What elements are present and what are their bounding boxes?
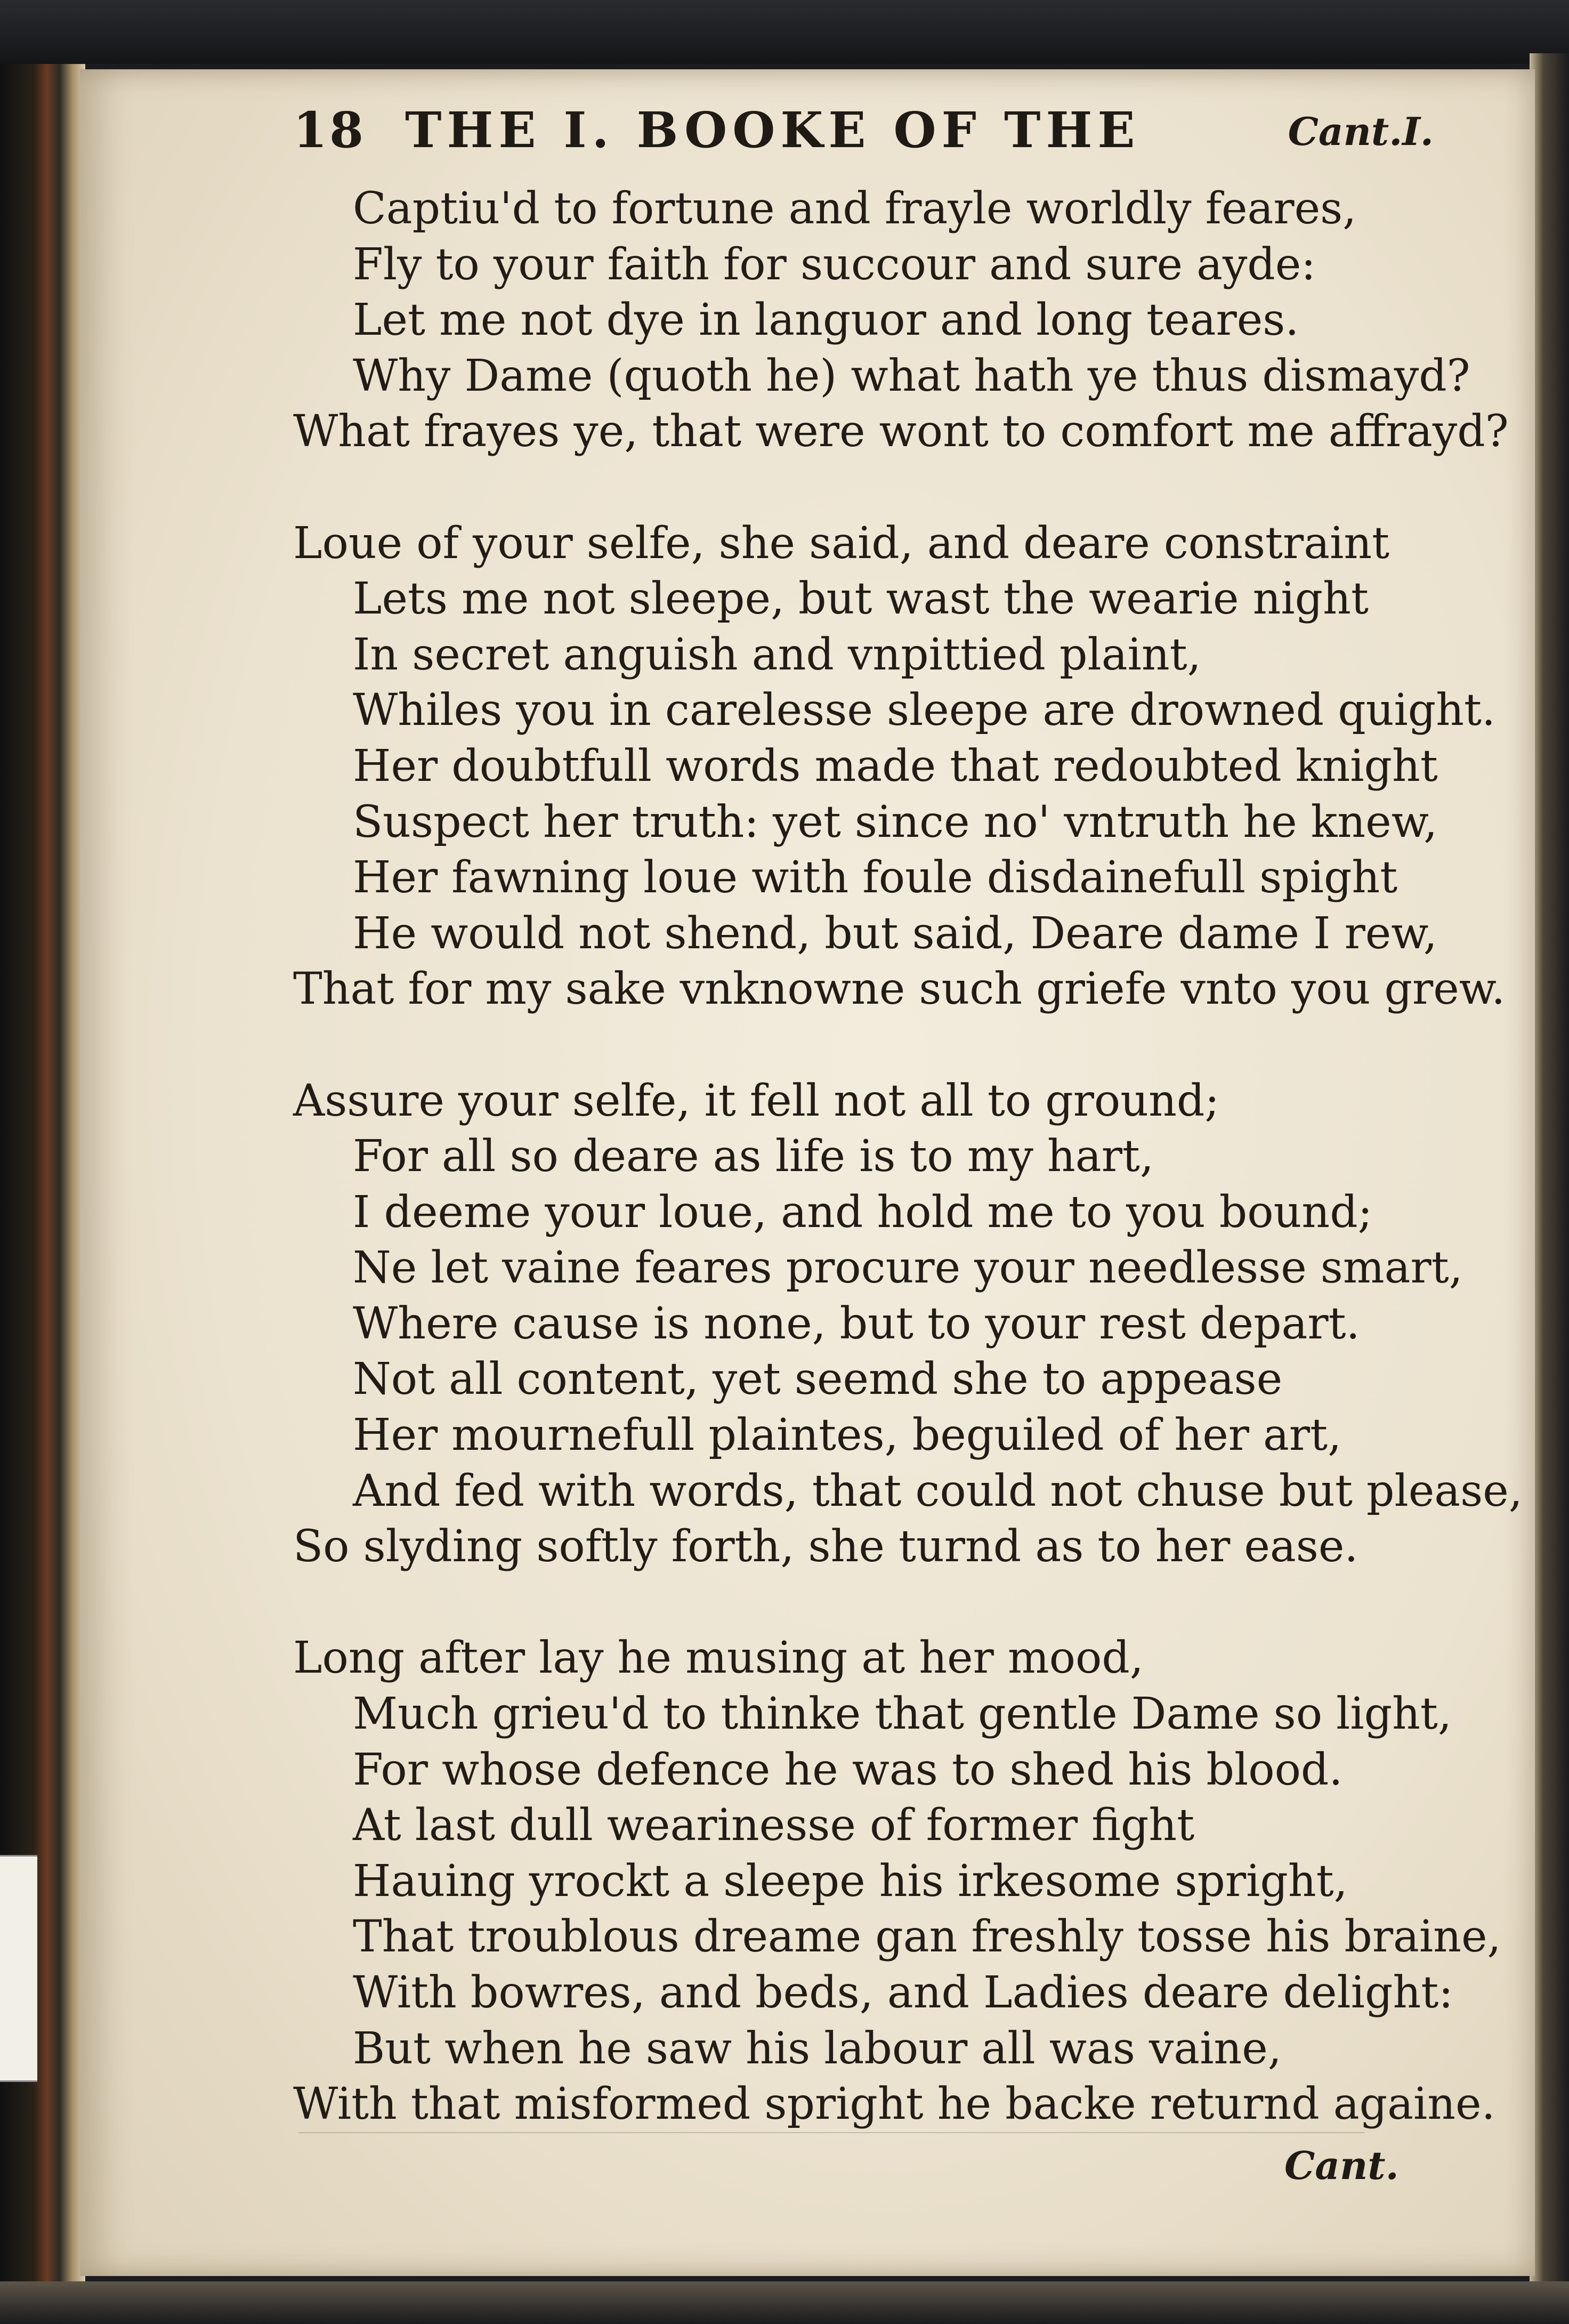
verse-line: At last dull wearinesse of former fight [353,1800,1195,1851]
page-header [213,101,1434,165]
verse-line: In secret anguish and vnpittied plaint, [353,629,1201,680]
stanza [293,1074,1523,1575]
catchword: Cant. [1284,2143,1399,2188]
book-binding-right [1530,53,1569,2292]
verse-line: Her doubtfull words made that redoubted knight [353,740,1438,792]
verse-line: Much grieu'd to thinke that gentle Dame so light, [353,1689,1452,1740]
verse-line: But when he saw his labour all was vaine, [353,2023,1282,2074]
running-title: THE I. BOOKE OF THE [405,101,1141,159]
verse-line: Where cause is none, but to your rest depart. [353,1298,1360,1349]
verse-line: Not all content, yet seemd she to appease [353,1354,1283,1405]
verse-line: Her fawning loue with foule disdainefull spight [353,852,1398,903]
verse-line: Loue of your selfe, she said, and deare constraint [293,518,1390,569]
poem-text [293,181,1523,2133]
stanza [293,1631,1501,2132]
verse-line: Her mournefull plaintes, beguiled of her art, [353,1410,1342,1461]
verse-line: That troublous dreame gan freshly tosse his braine, [353,1911,1501,1963]
verse-line: Assure your selfe, it fell not all to ground; [293,1075,1220,1126]
verse-line: So slyding softly forth, she turnd as to her ease. [293,1521,1358,1572]
verse-line: Captiu'd to fortune and frayle worldly feares, [353,183,1357,234]
verse-line: With bowres, and beds, and Ladies deare delight: [353,1967,1453,2018]
verse-line: Suspect her truth: yet since no' vntruth he knew, [353,796,1438,848]
verse-line: Let me not dye in languor and long teares. [353,295,1299,346]
verse-line: He would not shend, but said, Deare dame I rew, [353,908,1437,959]
book-binding-top [0,0,1569,64]
verse-line: Ne let vaine feares procure your needlesse smart, [353,1242,1463,1294]
verse-line: Why Dame (quoth he) what hath ye thus dismayd? [353,350,1470,401]
spine-label-tab [0,1855,37,2082]
page-divider [298,2132,1364,2133]
verse-line: For all so deare as life is to my hart, [353,1131,1154,1182]
verse-line: What frayes ye, that were wont to comfort me affrayd? [293,406,1509,457]
verse-line: Lets me not sleepe, but wast the wearie night [353,574,1369,625]
stanza [293,181,1509,460]
stanza [293,516,1506,1018]
verse-line: Hauing yrockt a sleepe his irkesome spright, [353,1855,1348,1907]
verse-line: And fed with words, that could not chuse but please, [353,1465,1523,1516]
verse-line: With that misformed spright he backe returnd againe. [293,2079,1495,2130]
verse-line: Long after lay he musing at her mood, [293,1633,1144,1684]
canto-label: Cant.I. [1288,109,1434,154]
book-binding-bottom [0,2281,1569,2324]
verse-line: Whiles you in carelesse sleepe are drowned quight. [353,685,1496,736]
verse-line: Fly to your faith for succour and sure ayde: [353,239,1316,290]
verse-line: For whose defence he was to shed his blood. [353,1744,1343,1795]
page-number: 18 [293,101,366,159]
verse-line: That for my sake vnknowne such griefe vnto you grew. [293,964,1506,1015]
verse-line: I deeme your loue, and hold me to you bound; [353,1187,1373,1238]
